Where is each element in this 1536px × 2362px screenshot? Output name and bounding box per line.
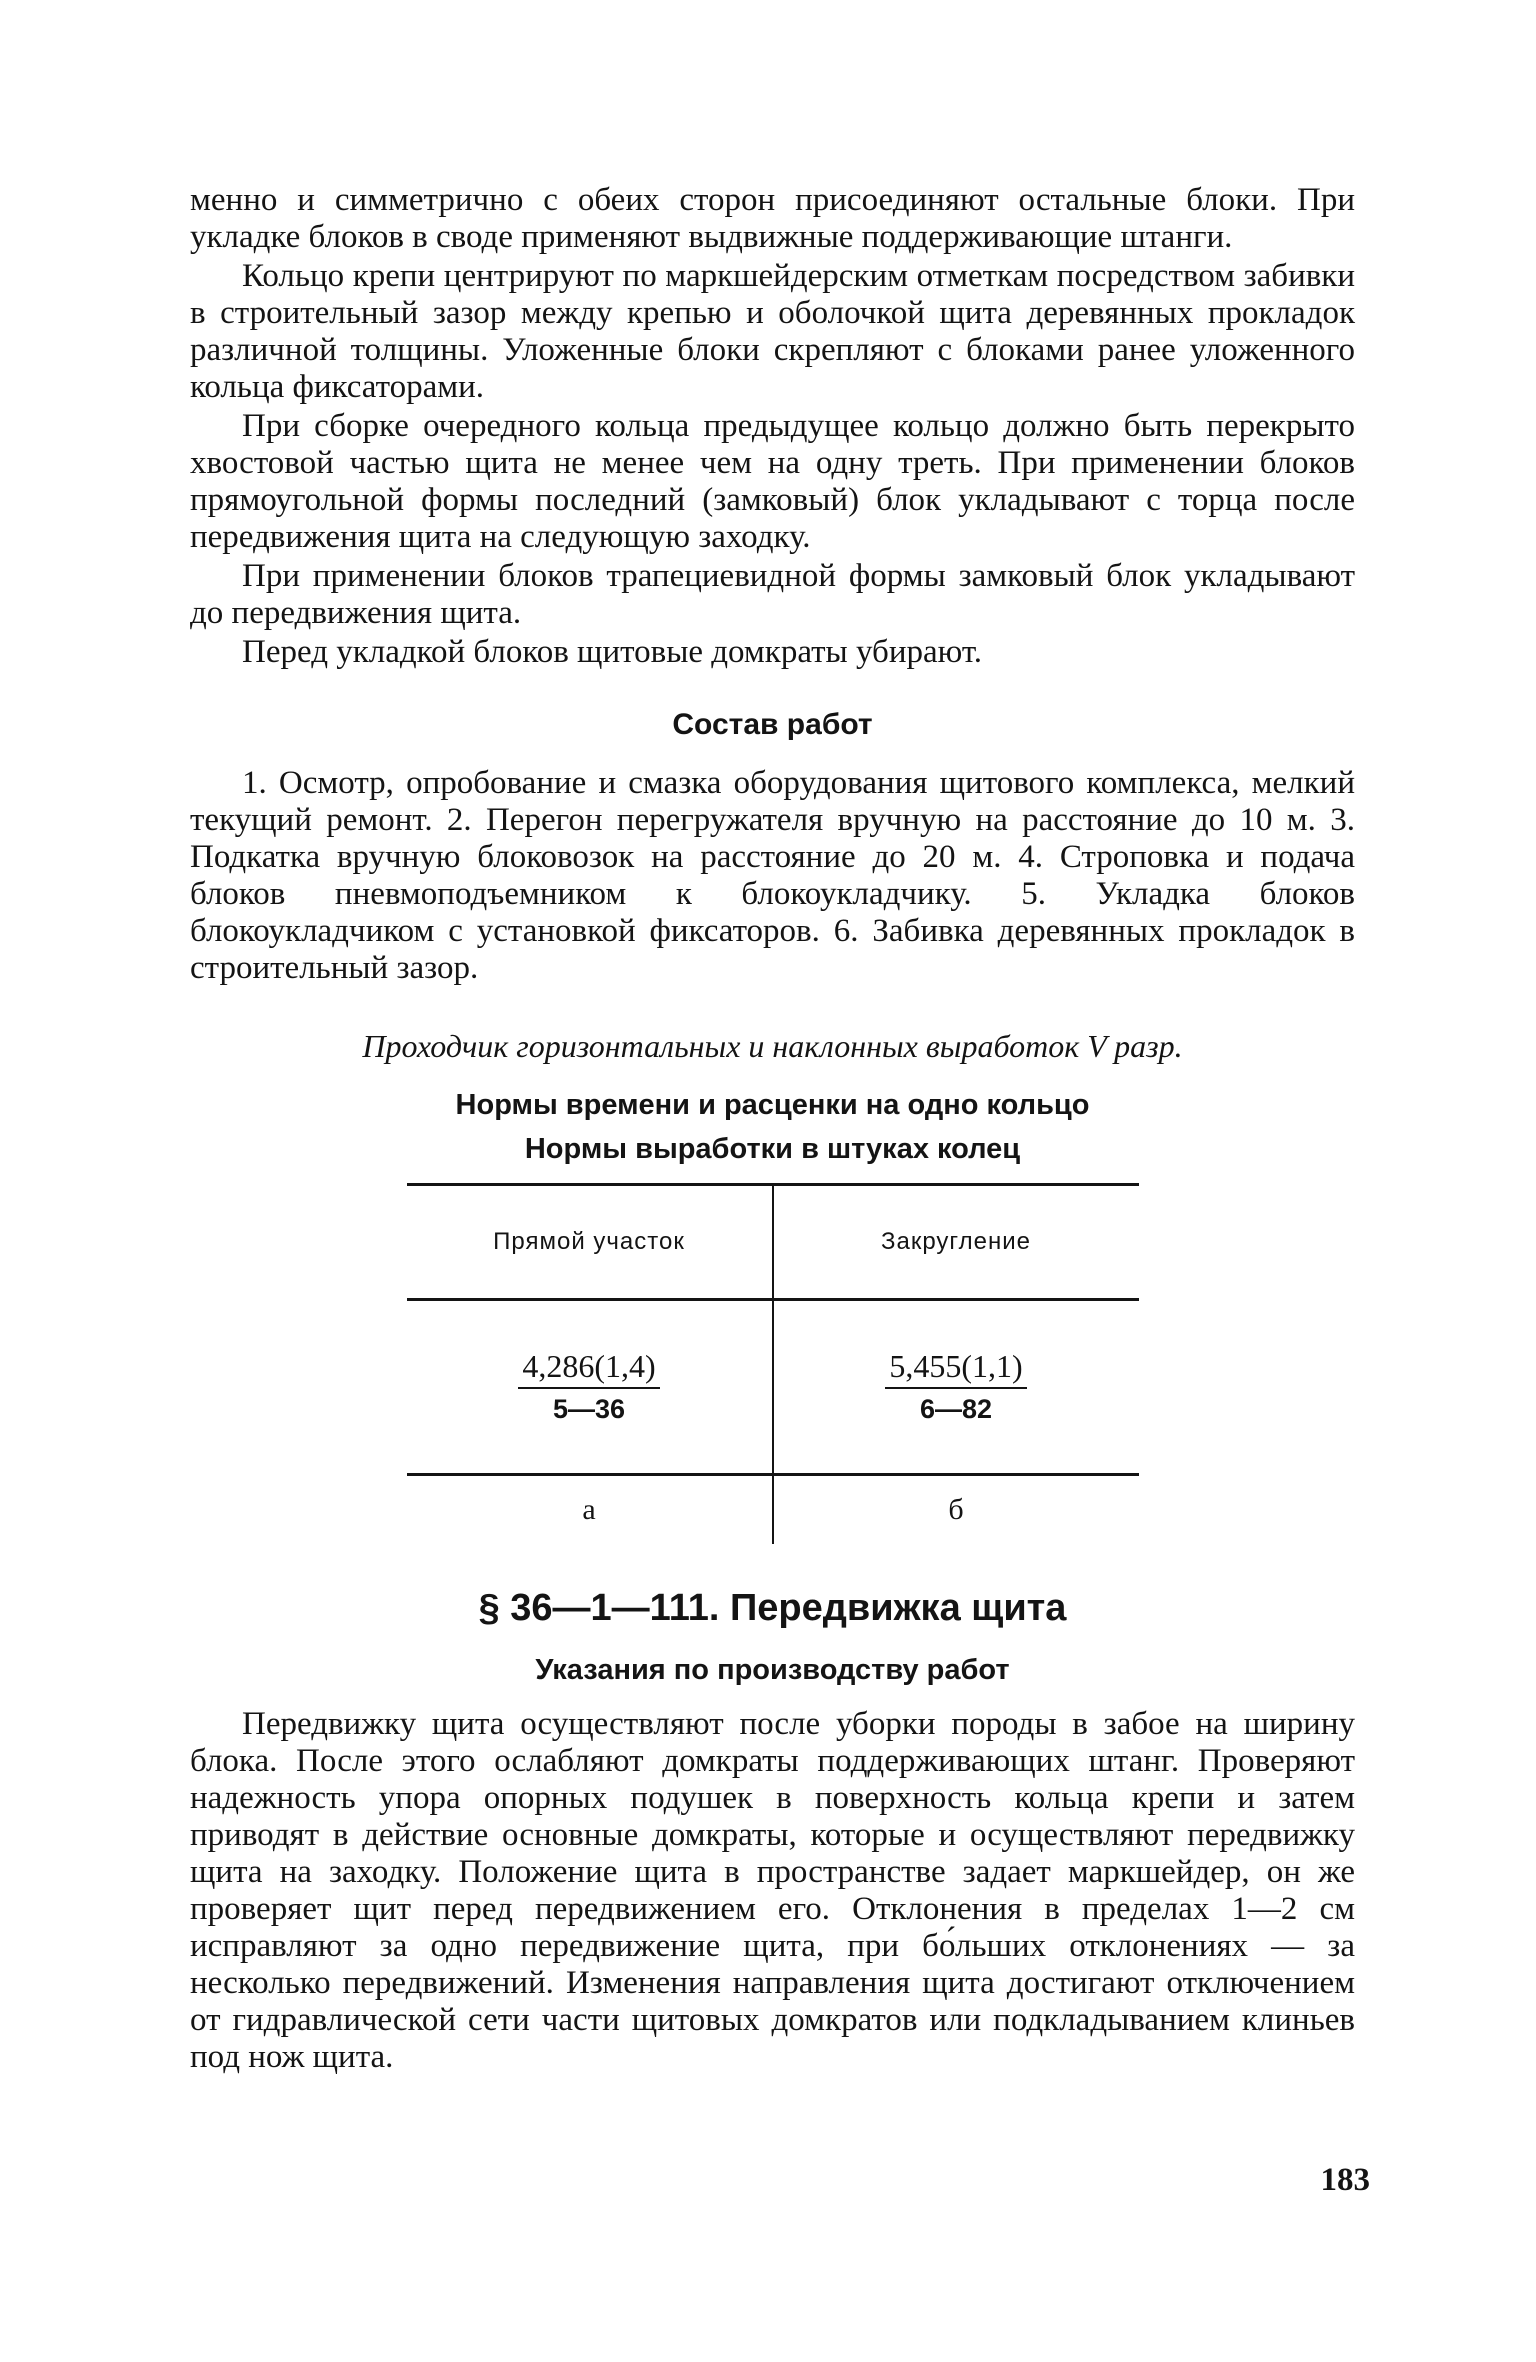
norms-header-row [407, 1185, 1139, 1300]
rate-straight: 5—36 [552, 1394, 626, 1424]
page-content [190, 182, 1355, 2076]
column-header-straight: Прямой участок [407, 1185, 773, 1300]
fraction-straight [518, 1347, 659, 1427]
norms-title-time: Нормы времени и расценки на одно кольцо [455, 1089, 1090, 1121]
intro-paragraph-5: Перед укладкой блоков щитовые домкраты убирают. [242, 634, 983, 670]
intro-paragraph-3: При сборке очередного кольца предыдущее кольцо должно быть перекрыто хвостовой частью щита не менее чем на одну треть. При применении блоков прямоугольной формы последний (замковый) блок укладывают с торца после передвижения щита на следующую заходку. [190, 408, 1355, 555]
work-composition-text: 1. Осмотр, опробование и смазка оборудования щитового комплекса, мелкий текущий ремонт. 2. Перегон перегружателя вручную на расстояние до 10 м. 3. Подкатка вручную блоковозок на расстояние до 20 м. 4. Строповка и подача блоков пневмоподъемником к блокоукладчику. 5. Укладка блоков блокоукладчиком с установкой фиксаторов. 6. Забивка деревянных прокладок в строительный зазор. [190, 765, 1355, 986]
norms-value-row [407, 1300, 1139, 1475]
norms-label-row [407, 1475, 1139, 1545]
column-label-a: а [407, 1475, 773, 1545]
time-norm-curve: 5,455(1,1) [885, 1347, 1026, 1389]
section-111-text: Передвижку щита осуществляют после уборки породы в забое на ширину блока. После этого ослабляют домкраты поддерживающих штанг. Проверяют надежность упора опорных подушек в поверхность кольца крепи и затем приводят в действие основные домкраты, которые и осуществляют передвижку щита на заходку. Положение щита в пространстве задает маркшейдер, он же проверяет щит перед передвижением его. Отклонения в пределах 1—2 см исправляют за одно передвижение щита, при бо́льших отклонениях — за несколько передвижений. Изменения направления щита достигают отключением от гидравлической сети части щитовых домкратов или подкладыванием клиньев под нож щита. [190, 1706, 1355, 2075]
value-cell-straight [407, 1300, 773, 1475]
fraction-curve [885, 1347, 1026, 1427]
intro-paragraph-1: менно и симметрично с обеих сторон присоединяют остальные блоки. При укладке блоков в своде применяют выдвижные поддерживающие штанги. [190, 182, 1355, 255]
time-norm-straight: 4,286(1,4) [518, 1347, 659, 1389]
column-label-b: б [948, 1493, 964, 1526]
norms-title-output: Нормы выработки в штуках колец [524, 1133, 1021, 1165]
column-header-curve: Закругление [773, 1185, 1139, 1300]
work-composition-heading: Состав работ [672, 708, 873, 741]
section-111-title: § 36—1—111. Передвижка щита [478, 1587, 1067, 1629]
intro-paragraph-4: При применении блоков трапециевидной формы замковый блок укладывают до передвижения щита. [190, 558, 1355, 631]
rate-curve: 6—82 [919, 1394, 993, 1424]
norms-table [407, 1183, 1139, 1544]
worker-qualification: Проходчик горизонтальных и наклонных выработок V разр. [362, 1028, 1183, 1064]
section-111-subtitle: Указания по производству работ [535, 1654, 1010, 1686]
intro-paragraph-2: Кольцо крепи центрируют по маркшейдерским отметкам посредством забивки в строительный зазор между крепью и оболочкой щита деревянных прокладок различной толщины. Уложенные блоки скрепляют с блоками ранее уложенного кольца фиксаторами. [190, 258, 1355, 405]
value-cell-curve [773, 1300, 1139, 1475]
page-number: 183 [1320, 2162, 1370, 2198]
